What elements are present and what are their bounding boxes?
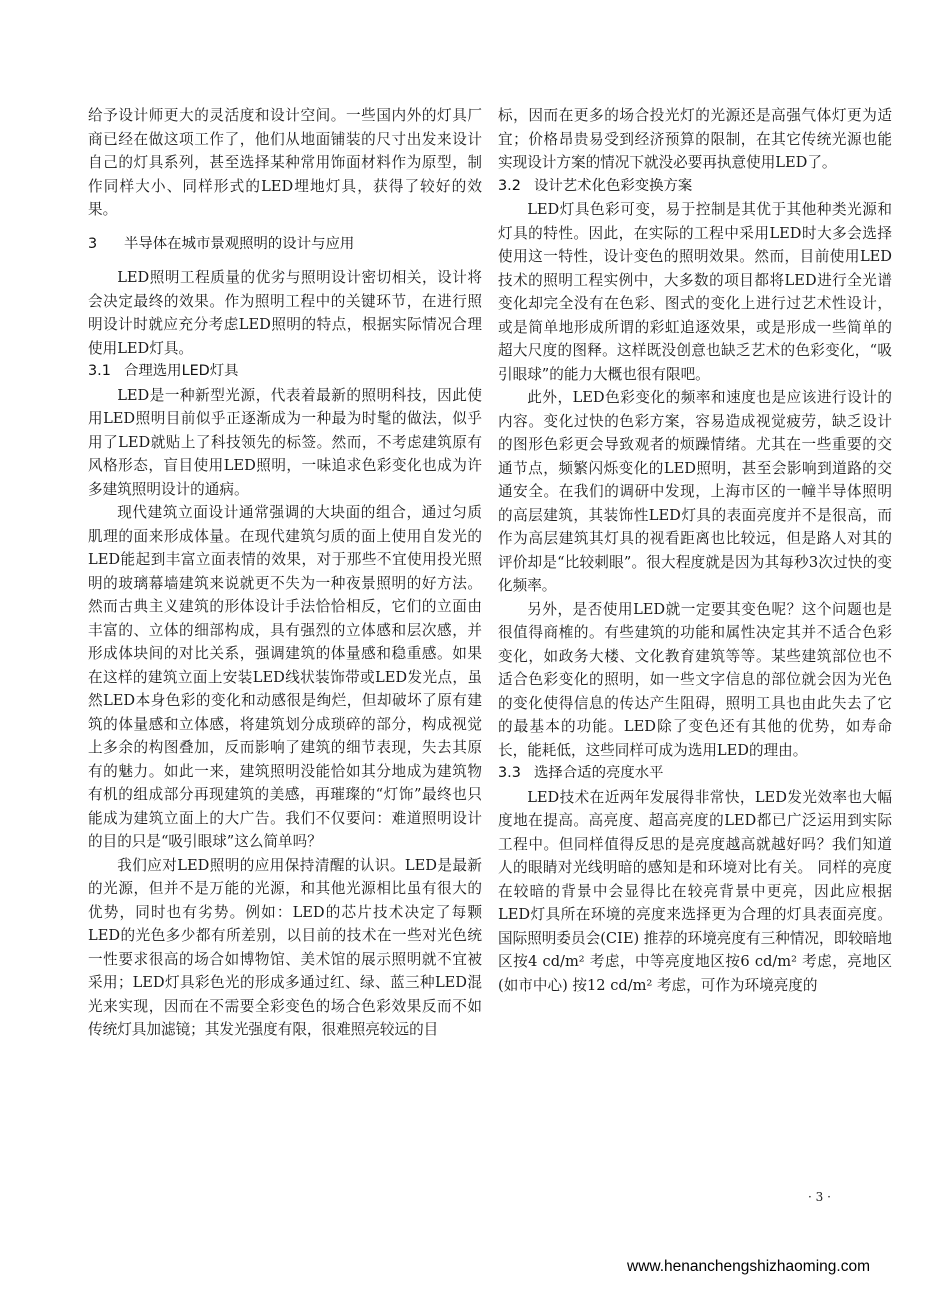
footer-url: www.henanchengshizhaoming.com [627, 1258, 870, 1275]
paragraph-3-1-c: 我们应对LED照明的应用保持清醒的认识。LED是最新的光源，但并不是万能的光源，和其他光源相比虽有很大的优势，同时也有劣势。例如：LED的芯片技术决定了每颗LED的光色多少都有所差别，以目前的技术在一些对光色统一性要求很高的场合如博物馆、美术馆的展示照明就不宜被采用；LED灯具彩色光的形成多通过红、绿、蓝三种LED混光来实现，因而在不需要全彩变色的场合色彩效果反而不如传统灯具加滤镜；其发光强度有限，很难照亮较远的目 [88, 856, 482, 1038]
paragraph-3-2-a: LED灯具色彩可变，易于控制是其优于其他种类光源和灯具的特性。因此，在实际的工程中采用LED时大多会选择使用这一特性，设计变色的照明效果。然而，目前使用LED技术的照明工程实例中，大多数的项目都将LED进行全光谱变化却完全没有在色彩、图式的变化上进行过艺术性设计，或是简单地形成所谓的彩虹追逐效果，或是形成一些简单的超大尺度的图释。这样既没创意也缺乏艺术的色彩变化，“吸引眼球”的能力大概也很有限吧。 [498, 201, 892, 383]
subsection-title: 选择合适的亮度水平 [534, 765, 664, 781]
subsection-number: 3.3 [498, 765, 521, 781]
paragraph-section-3: LED照明工程质量的优劣与照明设计密切相关，设计将会决定最终的效果。作为照明工程中的关键环节，在进行照明设计时就应充分考虑LED照明的特点，根据实际情况合理使用LED灯具。 [88, 269, 482, 357]
paragraph-intro: 给予设计师更大的灵活度和设计空间。一些国内外的灯具厂商已经在做这项工作了，他们从地面铺装的尺寸出发来设计自己的灯具系列，甚至选择某种常用饰面材料作为原型，制作同样大小、同样形式的LED埋地灯具，获得了较好的效果。 [88, 107, 482, 218]
subsection-title: 合理选用LED灯具 [124, 363, 239, 379]
section-number: 3 [88, 235, 98, 252]
paragraph-3-2-b: 此外，LED色彩变化的频率和速度也是应该进行设计的内容。变化过快的色彩方案，容易造成视觉疲劳，缺乏设计的图形色彩更会导致观者的烦躁情绪。尤其在一些重要的交通节点，频繁闪烁变化的LED照明，甚至会影响到道路的交通安全。在我们的调研中发现，上海市区的一幢半导体照明的高层建筑，其装饰性LED灯具的表面亮度并不是很高，而作为高层建筑其灯具的视看距离也比较远，但是路人对其的评价却是“比较刺眼”。很大程度就是因为其每秒3次过快的变化频率。 [498, 389, 892, 594]
paragraph-3-1-a: LED是一种新型光源，代表着最新的照明科技，因此使用LED照明目前似乎正逐渐成为一种最为时髦的做法，似乎用了LED就贴上了科技领先的标签。然而，不考虑建筑原有风格形态，盲目使用LED照明，一味追求色彩变化也成为许多建筑照明设计的通病。 [88, 386, 482, 498]
section-title: 半导体在城市景观照明的设计与应用 [124, 235, 355, 252]
section-3-heading [88, 233, 482, 257]
subsection-3-3-heading [498, 762, 892, 786]
left-column [88, 104, 482, 1042]
page-number: · 3 · [808, 1190, 831, 1204]
subsection-number: 3.1 [88, 363, 111, 379]
paragraph-3-3: LED技术在近两年发展得非常快，LED发光效率也大幅度地在提高。高亮度、超高亮度的LED都已广泛运用到实际工程中。但同样值得反思的是亮度越高就越好吗？我们知道人的眼睛对光线明暗的感知是和环境对比有关。 同样的亮度在较暗的背景中会显得比在较亮背景中更亮，因此应根据LED灯具所在环境的亮度来选择更为合理的灯具表面亮度。国际照明委员会(CIE) 推荐的环境亮度有三种情况，即较暗地区按4 cd/m² 考虑，中等亮度地区按6 cd/m² 考虑，亮地区(如市中心) 按12 cd/m² 考虑，可作为环境亮度的 [498, 788, 892, 994]
paragraph-3-1-b: 现代建筑立面设计通常强调的大块面的组合，通过匀质肌理的面来形成体量。在现代建筑匀质的面上使用自发光的LED能起到丰富立面表情的效果，对于那些不宜使用投光照明的玻璃幕墙建筑来说就更不失为一种夜景照明的好方法。然而古典主义建筑的形体设计手法恰恰相反，它们的立面由丰富的、立体的细部构成，具有强烈的立体感和层次感，并形成体块间的对比关系，强调建筑的体量感和稳重感。如果在这样的建筑立面上安装LED线状装饰带或LED发光点，虽然LED本身色彩的变化和动感很是绚烂，但却破坏了原有建筑的体量感和立体感，将建筑划分成琐碎的部分，构成视觉上多余的构图叠加，反而影响了建筑的细节表现，失去其原有的魅力。如此一来，建筑照明没能恰如其分地成为建筑物有机的组成部分再现建筑的美感，再璀璨的“灯饰”最终也只能成为建筑立面上的大广告。我们不仅要问：难道照明设计的目的只是“吸引眼球”这么简单吗？ [88, 504, 482, 850]
paragraph-3-2-c: 另外，是否使用LED就一定要其变色呢？这个问题也是很值得商榷的。有些建筑的功能和属性决定其并不适合色彩变化，如政务大楼、文化教育建筑等等。某些建筑部位也不适合色彩变化的照明，如一些文字信息的部位就会因为光色的变化使得信息的传达产生阻碍，照明工具也由此失去了它的最基本的功能。LED除了变色还有其他的优势，如寿命长，能耗低，这些同样可成为选用LED的理由。 [498, 600, 892, 759]
subsection-3-2-heading [498, 175, 892, 199]
paragraph-continued: 标，因而在更多的场合投光灯的光源还是高强气体灯更为适宜；价格昂贵易受到经济预算的限制，在其它传统光源也能实现设计方案的情况下就没必要再执意使用LED了。 [498, 107, 892, 171]
right-column [498, 104, 892, 997]
subsection-title: 设计艺术化色彩变换方案 [534, 177, 693, 194]
subsection-3-1-heading [88, 360, 482, 384]
subsection-number: 3.2 [498, 177, 521, 194]
